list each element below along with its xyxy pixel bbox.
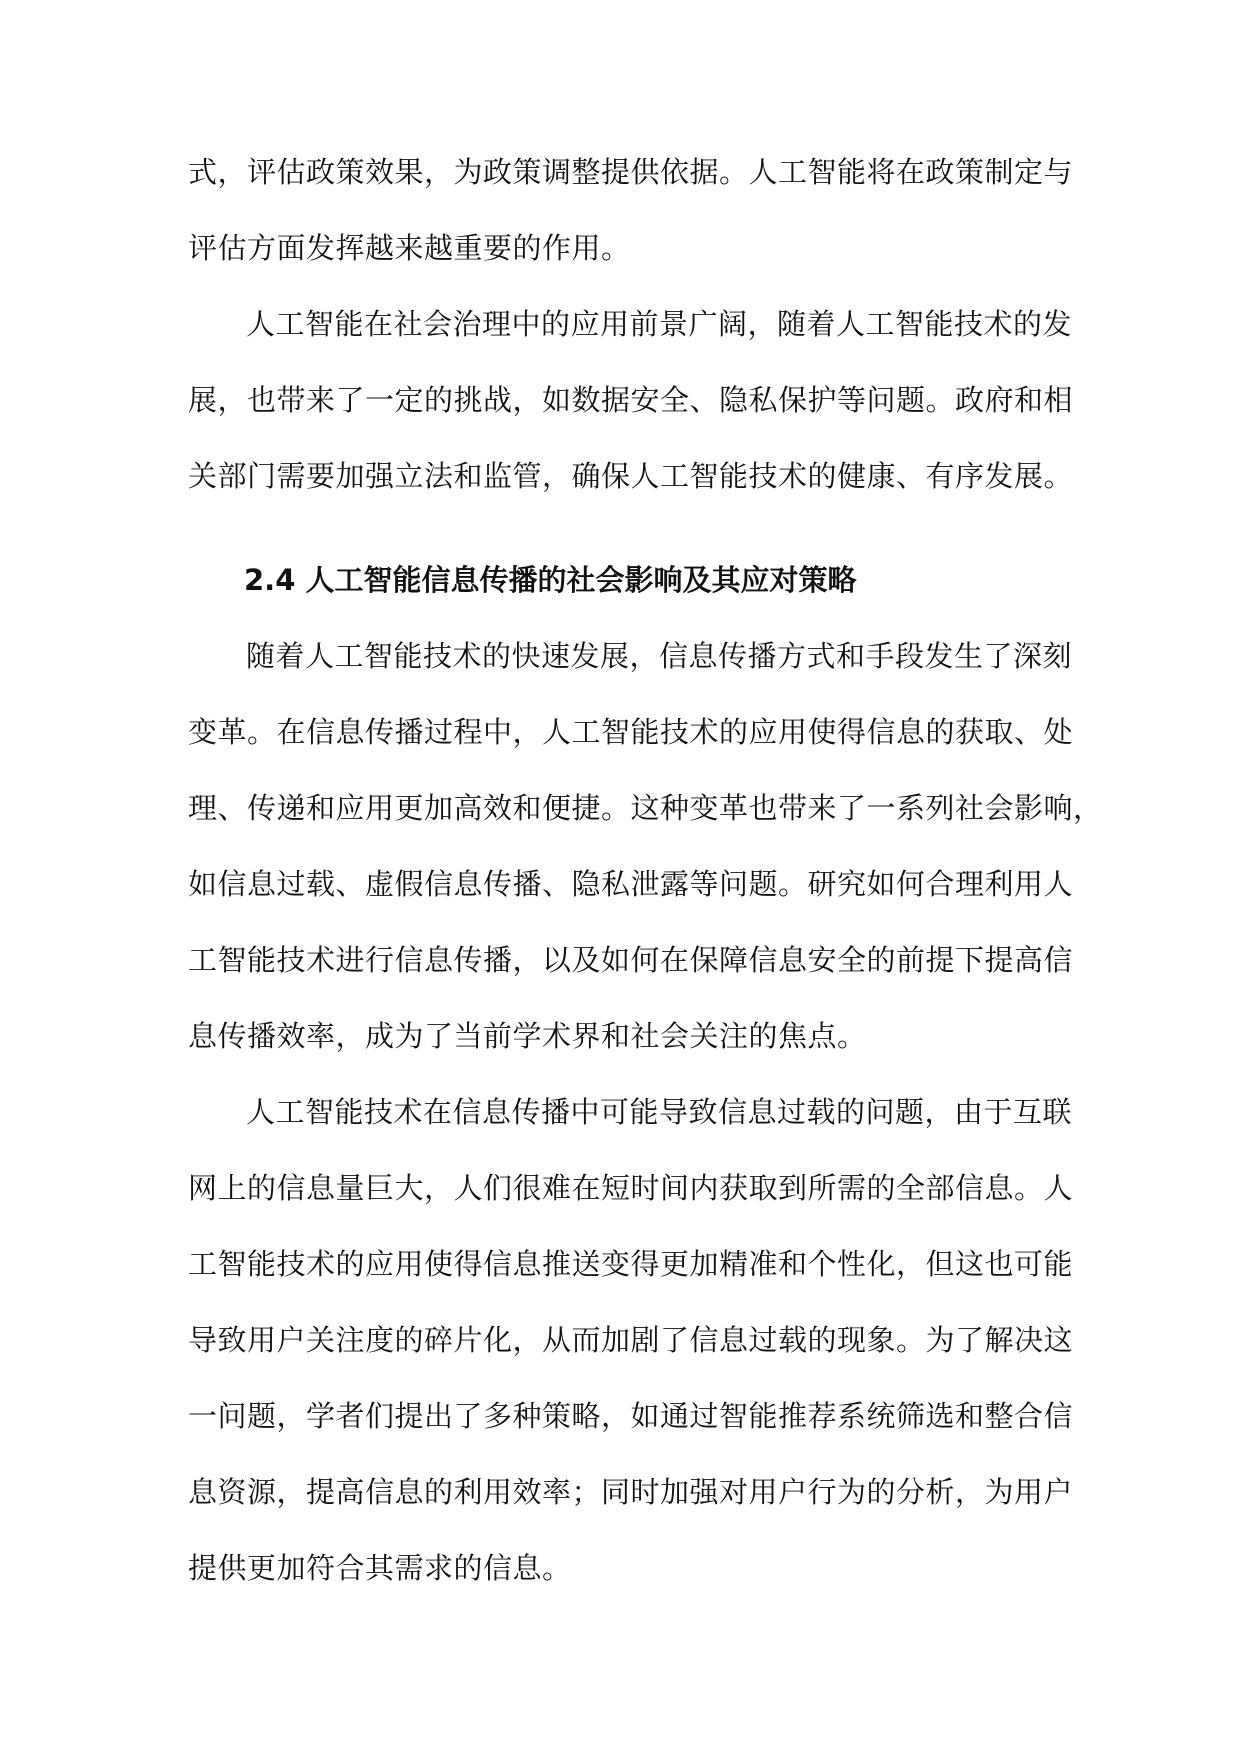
paragraph-information-overload xyxy=(188,1074,1074,1606)
section-heading: 2.4 人工智能信息传播的社会影响及其应对策略 xyxy=(244,563,857,597)
text-line: 人工智能在社会治理中的应用前景广阔，随着人工智能技术的发 xyxy=(246,307,1073,341)
text-line: 提供更加符合其需求的信息。 xyxy=(188,1551,572,1585)
text-line: 工智能技术进行信息传播，以及如何在保障信息安全的前提下提高信 xyxy=(188,943,1074,977)
text-line: 关部门需要加强立法和监管，确保人工智能技术的健康、有序发展。 xyxy=(188,459,1074,493)
text-line: 评估方面发挥越来越重要的作用。 xyxy=(188,231,631,265)
text-line: 息传播效率，成为了当前学术界和社会关注的焦点。 xyxy=(188,1019,867,1053)
text-line: 导致用户关注度的碎片化，从而加剧了信息过载的现象。为了解决这 xyxy=(188,1323,1074,1357)
text-line: 如信息过载、虚假信息传播、隐私泄露等问题。研究如何合理利用人 xyxy=(188,867,1074,901)
text-line: 式，评估政策效果，为政策调整提供依据。人工智能将在政策制定与 xyxy=(188,155,1074,189)
text-line: 工智能技术的应用使得信息推送变得更加精准和个性化，但这也可能 xyxy=(188,1247,1074,1281)
text-line: 变革。在信息传播过程中，人工智能技术的应用使得信息的获取、处 xyxy=(188,715,1074,749)
paragraph-social-governance xyxy=(188,286,1074,514)
text-line: 息资源，提高信息的利用效率；同时加强对用户行为的分析，为用户 xyxy=(188,1475,1074,1509)
text-line: 理、传递和应用更加高效和便捷。这种变革也带来了一系列社会影响， xyxy=(188,791,1103,825)
text-line: 随着人工智能技术的快速发展，信息传播方式和手段发生了深刻 xyxy=(246,639,1073,673)
text-line: 一问题，学者们提出了多种策略，如通过智能推荐系统筛选和整合信 xyxy=(188,1399,1074,1433)
paragraph-information-dissemination xyxy=(188,618,1103,1074)
text-line: 网上的信息量巨大，人们很难在短时间内获取到所需的全部信息。人 xyxy=(188,1171,1074,1205)
paragraph-policy-evaluation xyxy=(188,134,1074,286)
text-line: 展，也带来了一定的挑战，如数据安全、隐私保护等问题。政府和相 xyxy=(188,383,1074,417)
text-line: 人工智能技术在信息传播中可能导致信息过载的问题，由于互联 xyxy=(246,1095,1073,1129)
